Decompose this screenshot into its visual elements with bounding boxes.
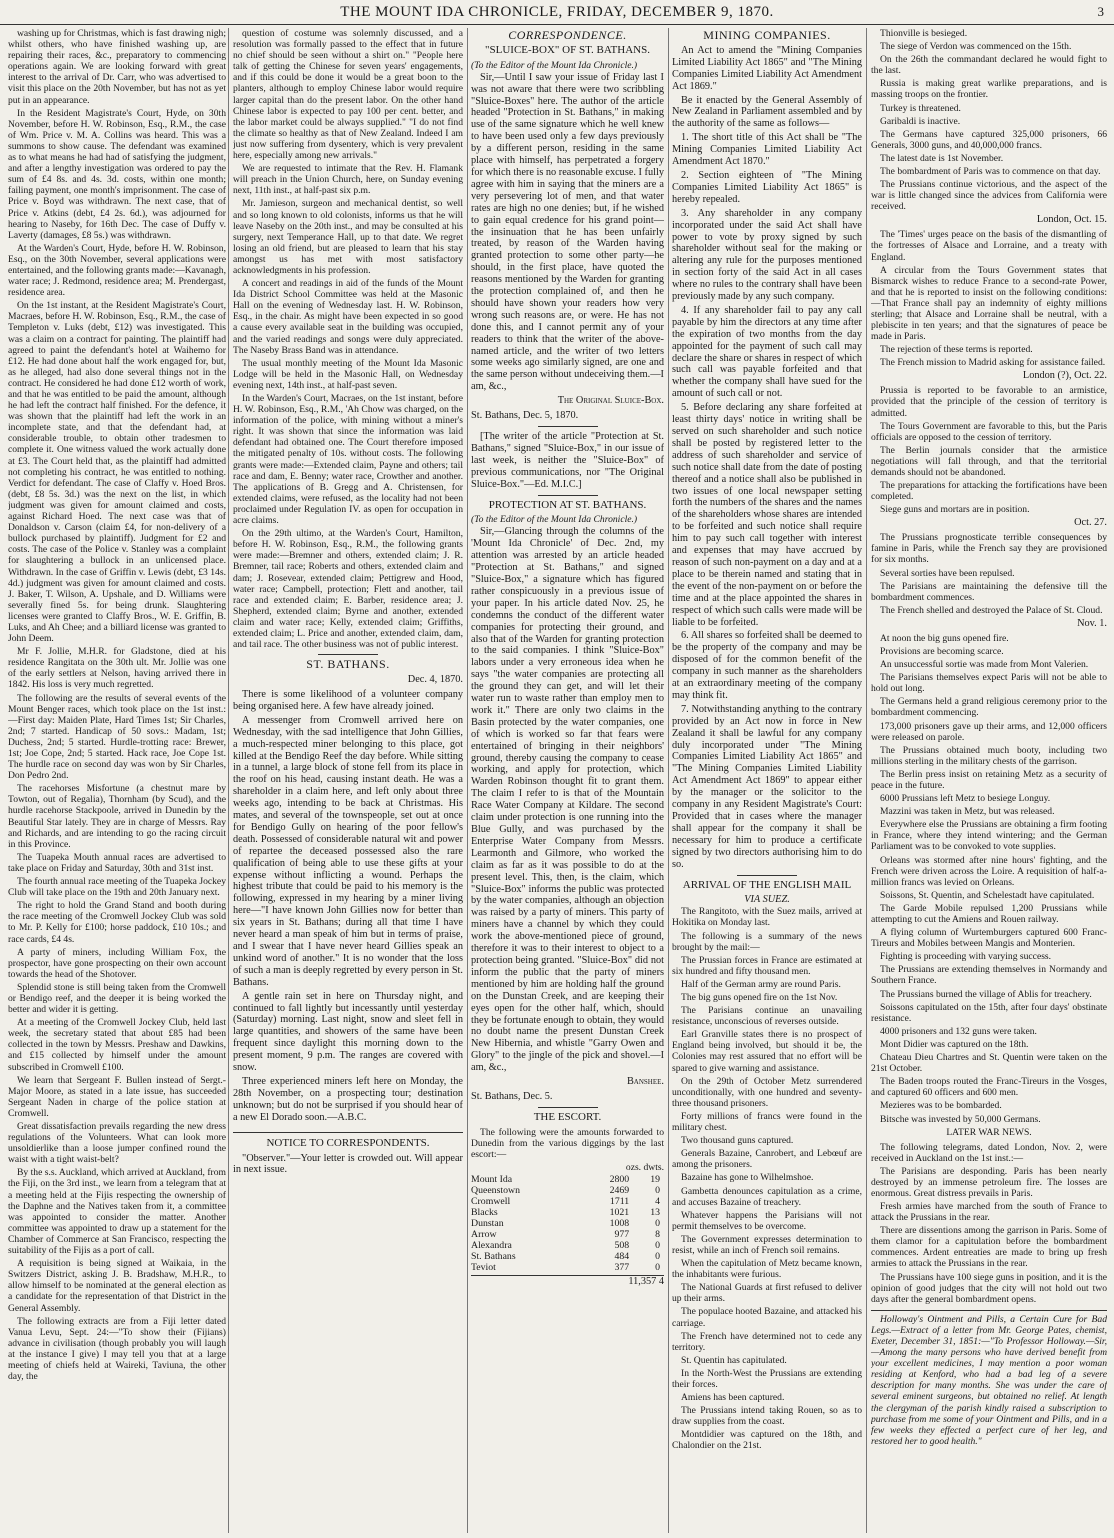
news-item: St. Quentin has capitulated.	[681, 1354, 787, 1366]
section-divider	[538, 1107, 598, 1108]
news-item: The Prussians intend taking Rouen, so as to draw supplies from the coast.	[672, 1405, 862, 1428]
escort-place: Cromwell	[471, 1195, 511, 1207]
column-4	[672, 28, 862, 1533]
news-item: Generals Bazaine, Canrobert, and Lebœuf are among the prisoners.	[672, 1148, 862, 1171]
news-paragraph: In the Resident Magistrate's Court, Hyde, on 30th November, before H. W. Robinson, Esq., R.M., the case of Wm. Price v. M. A. Collins was heard. This was a summons to show cause. The defendant was examined as to what means he had had of satisfying the judgment, and after a lengthy investigation was ordered to pay the sum of £4 8s. and 4s. 3d. costs, within one month; failing payment, one month's imprisonment. The case of Price v. Boyd was withdrawn. The next case, that of Price v. Atkins (debt, £4 2s. 6d.), was adjourned for hearing to Naseby, for 16th Dec. The case of Duffy v. Laverty (damages, £8 5s.) was withdrawn.	[8, 107, 226, 241]
news-item: The French shelled and destroyed the Palace of St. Cloud.	[880, 604, 1103, 616]
news-item: The Parisians are desponding. Paris has been nearly destroyed by an immense petroleum fire. The losses are enormous. Great distress prevails in Paris.	[871, 1165, 1107, 1199]
news-item: The Prussians are extending themselves in Normandy and Southern France.	[871, 964, 1107, 987]
notice-text: "Observer."—Your letter is crowded out. Will appear in next issue.	[233, 1152, 463, 1176]
escort-row	[471, 1240, 664, 1251]
escort-dwts: 0	[655, 1261, 660, 1273]
news-item: When the capitulation of Metz became known, the inhabitants were furious.	[672, 1258, 862, 1281]
escort-place: Mount Ida	[471, 1173, 513, 1185]
news-paragraph: A requisition is being signed at Waikaia, in the Switzers District, asking J. B. Bradshaw, M.H.R., to allow himself to be nominated at the general election as a candidate for the representation of that District in the General Assembly.	[8, 1258, 226, 1314]
war-news-list	[871, 28, 1107, 212]
news-item: Two thousand guns captured.	[681, 1135, 794, 1147]
news-item: Half of the German army are round Paris.	[681, 978, 841, 990]
news-item: Bitsche was invested by 50,000 Germans.	[880, 1113, 1041, 1125]
notice-box	[233, 1132, 463, 1177]
escort-row	[471, 1196, 664, 1207]
escort-dwts: 0	[655, 1239, 660, 1251]
mail-news-list	[672, 906, 862, 1451]
letter-heading: PROTECTION AT ST. BATHANS.	[488, 498, 647, 511]
escort-place: Queenstown	[471, 1184, 520, 1196]
news-item: The French mission to Madrid asking for assistance failed.	[880, 357, 1106, 369]
news-item: The siege of Verdon was commenced on the 15th.	[880, 41, 1072, 53]
escort-place: Arrow	[471, 1228, 497, 1240]
war-news-list	[871, 229, 1107, 368]
escort-row	[471, 1207, 664, 1218]
news-paragraph: A party of miners, including William Fox, the prospector, have gone prospecting on their own account towards the head of the Shotover.	[8, 946, 226, 980]
news-item: The Berlin journals consider that the armistice negotiations will fall through, and that the territorial demands should not be abandoned.	[871, 444, 1107, 478]
news-paragraph: Mr. Jamieson, surgeon and mechanical dentist, so well and so long known to old colonists, informs us that he will leave Naseby on the 20th inst., and may be consulted at his surgery, next Temperance Hall, up to that date. We regret losing an old friend, but are pleased to learn that his stay amongst us has met with most satisfactory acknowledgments in his profession.	[233, 198, 463, 276]
escort-row	[471, 1262, 664, 1273]
news-paragraph: Splendid stone is still being taken from the Cromwell or Bendigo reef, and the deeper it is being worked the better and wider it is getting.	[8, 981, 226, 1016]
escort-row	[471, 1185, 664, 1196]
news-item: Siege guns and mortars are in position.	[880, 504, 1030, 516]
escort-ozs: 1008	[609, 1217, 630, 1229]
letter-signature: The Original Sluice-Box.	[557, 395, 664, 407]
act-section: 4. If any shareholder fail to pay any call payable by him the directors at any time after the expiration of two months from the day appointed for the payment of such call may declare the share or shares in respect of which such call was payable forfeited and that whether the company shall have sued for the amount of such call or not.	[672, 304, 862, 400]
dateline: Oct. 27.	[1074, 517, 1107, 529]
escort-intro: The following were the amounts forwarded to Dunedin from the various diggings by the last escort:—	[471, 1126, 664, 1160]
news-item: The Prussians have 100 siege guns in position, and it is the opinion of good judges that the city will not hold out two days after the general bombardment opens.	[871, 1271, 1107, 1305]
news-item: Amiens has been captured.	[681, 1392, 785, 1404]
advertisement	[871, 1310, 1107, 1447]
escort-place: Alexandra	[471, 1239, 512, 1251]
news-paragraph: The following telegrams, dated London, Nov. 2, were received in Auckland on the 1st inst.:—	[871, 1141, 1107, 1164]
news-item: The Parisians themselves expect Paris will not be able to hold out long.	[871, 672, 1107, 695]
correspondence-heading: CORRESPONDENCE.	[508, 28, 627, 42]
news-item: The bombardment of Paris was to commence on that day.	[880, 166, 1101, 178]
column-rule	[866, 28, 867, 1533]
escort-place: Teviot	[471, 1261, 496, 1273]
letter-heading: "SLUICE-BOX" OF ST. BATHANS.	[485, 43, 650, 56]
column-5	[871, 28, 1107, 1533]
column-rule	[467, 28, 468, 1533]
escort-ozs: 2469	[609, 1184, 630, 1196]
escort-units: ozs. dwts.	[625, 1162, 664, 1174]
letter-address: (To the Editor of the Mount Ida Chronicle.)	[471, 514, 638, 526]
news-item: Orleans was stormed after nine hours' fighting, and the French were driven across the Loire. A requisition of half-a-million francs was levied on Orleans.	[871, 854, 1107, 888]
masthead-title: THE MOUNT IDA CHRONICLE, FRIDAY, DECEMBER 9, 1870.	[340, 4, 774, 20]
column-2	[233, 28, 463, 1533]
news-item: Earl Granville states there is no prospect of England being involved, but should it be, the Colonies may rest assured that no effort will be spared to give warning and assistance.	[672, 1029, 862, 1074]
news-item: Fresh armies have marched from the south of France to attack the Prussians in the rear.	[871, 1200, 1107, 1224]
news-item: The 'Times' urges peace on the basis of the dismantling of the fortresses of Alsace and Lorraine, and a treaty with England.	[871, 229, 1107, 263]
news-paragraph: In the Warden's Court, Macraes, on the 1st instant, before H. W. Robinson, Esq., R.M., 'Ah Chow was charged, on the information of the police, with mining without a miner's right. It was shown that since the information was laid defendant had obtained one. The Court therefore imposed the mitigated penalty of 10s. without costs. The following grants were made:—Extended claim, Payne and others; tail race and dam, E. Benny; water race, Crowther and another. The applications of B. Gregg and A. Christensen, for extended claims, were refused, as the locality had not been proclaimed under Regulation IV. as open for occupation in acre claims.	[233, 393, 463, 527]
news-item: Fighting is proceeding with varying success.	[880, 951, 1052, 963]
escort-row	[471, 1218, 664, 1229]
escort-ozs: 977	[614, 1228, 630, 1240]
news-paragraph: The racehorses Misfortune (a chestnut mare by Towton, out of Regalia), Thornham (by Scud), and the hurdle racehorse Stackpoole, arrived in Dunedin by the Beautiful Star lately. They are in charge of Messrs. Ray and Richards, and are intending to go the racing circuit in this Province.	[8, 783, 226, 850]
column-1	[8, 28, 226, 1533]
news-paragraph: The right to hold the Grand Stand and booth during the race meeting of the Cromwell Jockey Club was sold to Mr. P. Kelly for £100; horse paddock, £10 10s.; and race cards, £4 4s.	[8, 900, 226, 945]
news-item: The Prussian forces in France are estimated at six hundred and fifty thousand men.	[672, 954, 862, 977]
news-item: Everywhere else the Prussians are obtaining a firm footing in France, where they intend wintering; and the German Parliament was to be convoked to vote supplies.	[871, 819, 1107, 853]
escort-dwts: 8	[655, 1228, 660, 1240]
escort-ozs: 2800	[609, 1173, 630, 1185]
act-preamble: An Act to amend the "Mining Companies Limited Liability Act 1865" and "The Mining Companies Limited Liability Act Amendment Act 1869."	[672, 44, 862, 92]
news-item: Mazzini was taken in Metz, but was released.	[880, 806, 1055, 818]
news-item: Gambetta denounces capitulation as a crime, and accuses Bazaine of treachery.	[672, 1185, 862, 1208]
news-paragraph: A gentle rain set in here on Thursday night, and continued to fall lightly but incessantly until yesterday (Saturday) morning. Last night, snow and sleet fell in large quantities, and showers of the same have been frequent since daylight this morning down to the present moment, 9 p.m. The ranges are covered with snow.	[233, 990, 463, 1074]
escort-section	[471, 1112, 664, 1288]
news-item: Montdidier was captured on the 18th, and Chalondier on the 21st.	[672, 1429, 862, 1452]
news-item: The Prussians burned the village of Ablis for treachery.	[880, 988, 1092, 1000]
dateline: London (?), Oct. 22.	[1022, 370, 1107, 382]
news-item: On the 29th of October Metz surrendered unconditionally, with one hundred and seventy-three thousand prisoners.	[672, 1075, 862, 1109]
news-item: A flying column of Wurtemburgers captured 600 Franc-Tireurs and Mobiles between Mangis and Monterien.	[871, 927, 1107, 950]
news-item: The preparations for attacking the fortifications have been completed.	[871, 480, 1107, 503]
news-item: The French have determined not to cede any territory.	[672, 1330, 862, 1353]
escort-ozs: 377	[614, 1261, 630, 1273]
escort-place: Dunstan	[471, 1217, 504, 1229]
news-paragraph: On the 29th ultimo, at the Warden's Court, Hamilton, before H. W. Robinson, Esq., R.M., the following grants were made:—Bremner and others, extended claim; J. R. Bremner, tail race; Roberts and others, extended claim and dam; J. Rosevear, extended claim; Pettigrew and Hood, water race; Campbell, protection; Flett and another, tail race and extended claim; E. Barber, residence area; J. Shepherd, extended claim; Byrne and another, extended claim and water race; Kelly, extended claim; Griffiths, extended claim; L. Price and another, extended claim, dam, and tail race. The other business was not of public interest.	[233, 528, 463, 651]
news-item: Mezieres was to be bombarded.	[880, 1100, 1002, 1112]
news-item: Mont Didier was captured on the 18th.	[880, 1038, 1029, 1050]
news-paragraph: At the Warden's Court, Hyde, before H. W. Robinson, Esq., on the 30th November, several applications were entertained, and the following grants made:—Kavanagh, water race; J. Redmond, residence area; M. Prendergast, residence area.	[8, 242, 226, 299]
news-item: Russia is making great warlike preparations, and is massing troops on the frontier.	[871, 78, 1107, 101]
act-section: 3. Any shareholder in any company incorporated under the said Act shall have power to vote by proxy signed by such shareholder without seal for the making or altering any rule for the purposes mentioned in section forty of the said Act in all cases where no rules to the contrary shall have been previously made by any such company.	[672, 207, 862, 303]
escort-heading: THE ESCORT.	[533, 1110, 602, 1123]
news-item: The Germans have captured 325,000 prisoners, 66 Generals, 3000 guns, and 40,000,000 francs.	[871, 128, 1107, 151]
act-section: 5. Before declaring any share forfeited at least thirty days' notice in writing shall be served on such shareholder and such notice shall be posted by registered letter to the address of such shareholder and service of such notice shall date from the date of posting thereof and a notice shall also be published in two issues of one local newspaper setting forth the numbers of the shares and the names of the shareholders whose shares are intended to be forfeited and such notice shall require him to pay such call together with interest and expenses that may have accrued by reason of such non-payment on a day and at a place to be therein named and stating that in the event of the non-payment on or before the time and at the place appointed the shares in respect of which such calls were made will be liable to be forfeited.	[672, 402, 862, 628]
news-item: On the 26th the commandant declared he would fight to the last.	[871, 54, 1107, 77]
mail-subheading: VIA SUEZ.	[744, 894, 790, 906]
news-item: The Prussians continue victorious, and the aspect of the war is little changed since the advices from California were received.	[871, 179, 1107, 213]
news-item: The Baden troops routed the Franc-Tireurs in the Vosges, and captured 60 officers and 600 men.	[871, 1076, 1107, 1099]
news-item: The Prussians obtained much booty, including two millions sterling in the military chests of the garrison.	[871, 744, 1107, 767]
letter-address: (To the Editor of the Mount Ida Chronicle.)	[471, 59, 638, 71]
escort-dwts: 4	[655, 1195, 660, 1207]
news-item: 6000 Prussians left Metz to besiege Longuy.	[880, 793, 1051, 805]
news-paragraph: question of costume was solemnly discussed, and a resolution was formally passed to the effect that in future no chief should be seen without a shirt on." "People here talk of getting the Chinese for seven years' engagements, and if this could be done it would be a great boon to the planters, although to employ Chinese labor would require larger capital than do the present labor. On the other hand Chinese labor is expected to pay 100 per cent. better, and the labor market could be always supplied." "I do not find the climate so healthy as that of New Zealand. Indeed I am just now suffering from dysentery, which is very prevalent here, especially among new arrivals."	[233, 28, 463, 162]
news-paragraph: On the 1st instant, at the Resident Magistrate's Court, Macraes, before H. W. Robinson, Esq., R.M., the case of Templeton v. Luks (debt, £12) was investigated. This was a claim on a contract for painting. The plaintiff had agreed to paint the defendant's hotel at Waihemo for £12. He had done about half the work engaged for, but, as he alleged, had also done several things not in the contract. He considered he had done £12 worth of work, and that he was entitled to be paid the amount, although he had left the contract half finished. For the defence, it was shown that the plaintiff had left the work in an incomplete state, and that the defendant had, at considerable trouble, to obtain other tradesmen to complete it. One witness valued the work actually done at £3. The Court held that, as the plaintiff had admitted not completing his contract, he was entitled to nothing. Verdict for defendant. The case of Claffy v. Hoed Bros. (debt, £8 5s. 3d.) was the next on the list, in which judgment was given for amount claimed and costs, against Richard Hoed. The next case was that of Donaldson v. Carson (claim £4, for non-delivery of a bullock purchased by plaintiff). Judgment for £2 and costs. The case of the Police v. Stanley was a complaint for slaughtering a bullock in an unlicensed place. Withdrawn. In the case of Griffin v. Lewis (debt, £3 14s. 4d.) judgment was given for amount claimed and costs. J. Baker, T. Wilson, A. Upshale, and D. Williams were severally fined 5s. for being drunk. Slaughtering licenses were granted to Claffy Bros., W. E. Griffin, B. Luks, and Ah Chee; and a billiard license was granted to John Deem.	[8, 300, 226, 645]
news-paragraph: Three experienced miners left here on Monday, the 28th November, on a prospecting tour; destination unknown; but do not be surprised if you should hear of a new El Dorado soon.—A.B.C.	[233, 1075, 463, 1123]
news-item: Several sorties have been repulsed.	[880, 567, 1015, 579]
news-paragraph: The following extracts are from a Fiji letter dated Vanua Levu, Sept. 24:—"To show their (Fijians) advance in civilisation (though probably you will laugh at the instance I give) I may tell you that at a large meeting of chiefs held at Waireki, Taviuna, the other day, the	[8, 1315, 226, 1383]
news-item: The Rangitoto, with the Suez mails, arrived at Hokitika on Monday last.	[672, 906, 862, 929]
letter-place: St. Bathans, Dec. 5.	[471, 1090, 553, 1102]
dateline: London, Oct. 15.	[1036, 214, 1107, 226]
escort-ozs: 1021	[609, 1206, 630, 1218]
news-paragraph: A concert and readings in aid of the funds of the Mount Ida District School Committee was held at the Masonic Hall on the evening of Wednesday last. H. W. Robinson, Esq., in the chair. As might have been expected in so good a cause every available seat in the building was occupied, and the varied readings and songs were duly appreciated. The Naseby Brass Band was in attendance.	[233, 278, 463, 356]
escort-row	[471, 1229, 664, 1240]
news-item: The Germans held a grand religious ceremony prior to the bombardment commencing.	[871, 696, 1107, 719]
escort-place: St. Bathans	[471, 1250, 516, 1262]
news-item: Prussia is reported to be favorable to an armistice, provided that the principle of the cession of territory is admitted.	[871, 385, 1107, 419]
escort-row	[471, 1174, 664, 1185]
news-paragraph: There is some likelihood of a volunteer company being organised here. A few have already joined.	[233, 688, 463, 712]
act-section: 6. All shares so forfeited shall be deemed to be the property of the company and may be disposed of for the common benefit of the company in such manner as the shareholders at an extraordinary meeting of the company may think fit.	[672, 630, 862, 701]
escort-dwts: 0	[655, 1184, 660, 1196]
war-news-list	[871, 633, 1107, 1125]
news-paragraph: By the s.s. Auckland, which arrived at Auckland, from the Fiji, on the 3rd inst., we learn from a telegram that at a meeting held at the Fijis respecting the ownership of the Daphne and the Natives taken from it, a committee was appointed to consider the matter. Another committee was appointed to draw up a statement for the Chamber of Commerce at San Francisco, respecting the suitability of the Fijis as a port of call.	[8, 1167, 226, 1257]
escort-row	[471, 1251, 664, 1262]
section-divider	[737, 875, 797, 876]
escort-dwts: 0	[655, 1217, 660, 1229]
escort-ozs: 1711	[609, 1195, 630, 1207]
dateline: Dec. 4, 1870.	[407, 674, 463, 686]
news-item: Whatever happens the Parisians will not permit themselves to be overcome.	[672, 1209, 862, 1232]
notice-heading: NOTICE TO CORRESPONDENTS.	[266, 1136, 430, 1149]
column-3	[471, 28, 664, 1533]
news-item: The Prussians prognosticate terrible consequences by famine in Paris, while the French say they are provisioned for six months.	[871, 532, 1107, 566]
column-rule	[668, 28, 669, 1533]
news-item: Garibaldi is inactive.	[880, 115, 961, 127]
page-number: 3	[1097, 4, 1104, 19]
news-paragraph: At a meeting of the Cromwell Jockey Club, held last week, the secretary stated that about £85 had been collected in the town by Messrs. Preshaw and Dawkins, and £15 collected by himself under the amount subscribed in Cromwell £100.	[8, 1017, 226, 1073]
escort-ozs: 508	[614, 1239, 630, 1251]
holloway-advertisement: Holloway's Ointment and Pills, a Certain Cure for Bad Legs.—Extract of a letter from Mr. George Pates, chemist, Exeter, December 31, 1851:—"To Professor Holloway.—Sir,—Among the many persons who have derived benefit from your excellent medicines, I may mention a poor woman residing at Kenford, who had a bad leg of a severe description for many months. She was under the care of several eminent surgeons, but obtained no relief. At length the clergyman of the parish kindly raised a subscription to purchase from me some of your Ointment and Pills, and in a few weeks they effected a perfect cure of her leg, and restored her to good health."	[871, 1313, 1107, 1447]
news-item: The big guns opened fire on the 1st Nov.	[681, 992, 838, 1003]
news-item: Turkey is threatened.	[880, 102, 961, 114]
news-paragraph: washing up for Christmas, which is fast drawing nigh; whilst others, who have finished washing up, are repairing their races, &c., preparatory to commencing operations again. We are looking forward with great interest to the arrival of Dr. Carr, who was advertised to visit this place on the 20th November, but has not as yet put in an appearance.	[8, 28, 226, 106]
st-bathans-heading: ST. BATHANS.	[306, 657, 390, 672]
act-enactment: Be it enacted by the General Assembly of New Zealand in Parliament assembled and by the authority of the same as follows—	[672, 94, 862, 130]
war-news-list	[871, 532, 1107, 616]
news-item: Forty millions of francs were found in the military chest.	[672, 1110, 862, 1134]
news-paragraph: We learn that Sergeant F. Bullen instead of Sergt.-Major Moore, as stated in a late issue, has succeeded Sergeant Naden in charge of the police station at Cromwell.	[8, 1074, 226, 1119]
news-item: An unsuccessful sortie was made from Mont Valerien.	[880, 659, 1089, 671]
news-item: Provisions are becoming scarce.	[880, 645, 1004, 657]
news-item: At noon the big guns opened fire.	[880, 632, 1009, 644]
news-item: Thionville is besieged.	[880, 28, 968, 39]
news-item: Soissons, St. Quentin, and Schelestadt have capitulated.	[880, 889, 1095, 901]
news-item: The Tours Government are favorable to this, but the Paris officials are opposed to the cession of territory.	[871, 420, 1107, 443]
later-war-news-heading: LATER WAR NEWS.	[946, 1126, 1032, 1138]
news-item: 4000 prisoners and 132 guns were taken.	[880, 1025, 1037, 1037]
letter-place: St. Bathans, Dec. 5, 1870.	[471, 410, 579, 422]
escort-dwts: 13	[650, 1206, 660, 1218]
news-item: Soissons capitulated on the 15th, after four days' obstinate resistance.	[871, 1001, 1107, 1024]
editor-note: [The writer of the article "Protection at St. Bathans," signed "Sluice-Box," in our issue of last week, is neither the "Sluice-Box" of previous communications, nor "The Original Sluice-Box."—Ed. M.I.C.]	[471, 431, 664, 490]
section-divider	[538, 495, 598, 496]
news-item: The following is a summary of the news brought by the mail:—	[672, 930, 862, 953]
news-item: In the North-West the Prussians are extending their forces.	[672, 1367, 862, 1390]
news-paragraph: The following are the results of several events of the Mount Benger races, which took place on the 1st inst.:—First day: Maiden Plate, Hard Times 1st; Sir Charles, 2nd; 7 started. Handicap of 50 sovs.: Madam, 1st; Duchess, 2nd; 5 started. Hurdle-trotting race: Brewer, 1st; Joe Cope, 2nd; 5 started. Hack race, Joe Cope 1st. The hurdle race on second day was won by Sir Charles, Don Pedro 2nd.	[8, 692, 226, 782]
section-divider	[318, 654, 378, 655]
act-section: 7. Notwithstanding anything to the contrary provided by an Act now in force in New Zealand it shall be lawful for any company duly incorporated under "The Mining Companies Limited Liability Act 1865" and "The Mining Companies Limited Liability Act Amendment Act 1869" to appear either by the manager or the solicitor to the company in any Resident Magistrate's Court: Provided that in cases where the manager shall appear for the company it shall be necessary for him to produce a certificate signed by two directors authorising him to do so.	[672, 703, 862, 870]
news-paragraph: Great dissatisfaction prevails regarding the new dress regulations of the Volunteers. What can look more unsoldierlike than a loose jumper confined round the waist with a tight waist-belt?	[8, 1121, 226, 1166]
masthead	[0, 0, 1114, 25]
news-paragraph: We are requested to intimate that the Rev. H. Flamank will preach in the Union Church, here, on Sunday evening next, 11th inst., at half-past six p.m.	[233, 163, 463, 197]
letter-body: Sir,—Until I saw your issue of Friday last I was not aware that there were two scribbling "Sluice-Boxes" here. The author of the article headed "Protection in St. Bathans," in making use of the same signature which he well knew to have been used only a few days previously by a different person, residing in the same place with himself, has perpetrated a forgery for which there is no reasonable excuse. I fully agree with him in saying that the miners are a very persevering lot of men, and that water rates are high no one denies; but, if he wished to gain equal credence for his grand point—the insinuation that he has been unfairly treated, by reason of the Warden having granted protection to some other party—he should, in the first place, have quoted the reasons mentioned by the Warden for granting the protection complained of, and then he should have shown your readers how very wrong such reasons are, or were. He has not done this, and I cannot permit any of your readers to think that the writer of the above-named article, and the writer of two letters some weeks ago similarly signed, are one and the same person without undeceiving them.—I am, &c.,	[471, 71, 664, 393]
act-section: 1. The short title of this Act shall be "The Mining Companies Limited Liability Act Amendment Act 1870."	[672, 132, 862, 168]
war-news-list	[871, 1166, 1107, 1305]
news-item: The populace hooted Bazaine, and attacked his carriage.	[672, 1306, 862, 1329]
column-rule	[228, 28, 229, 1533]
letter-signature: Banshee.	[626, 1076, 664, 1088]
escort-place: Blacks	[471, 1206, 498, 1218]
news-paragraph: The usual monthly meeting of the Mount Ida Masonic Lodge will be held in the Masonic Hall, on Wednesday evening next, 14th inst., at half-past seven.	[233, 357, 463, 391]
news-item: 173,000 prisoners gave up their arms, and 12,000 officers were released on parole.	[871, 720, 1107, 743]
news-paragraph: A messenger from Cromwell arrived here on Wednesday, with the sad intelligence that John Gillies, a much-respected miner belonging to this place, got killed at the Bendigo Reef the day before. While sitting in a tunnel, a large block of stone fell from its place in the roof on his head, causing instant death. He was a shareholder in a claim here, and left only about three weeks ago, intending to be back at Christmas. His mates, and several of the townspeople, set out at once for Bendigo Gully on hearing of the poor fellow's death. Possessed of considerable natural wit and power of repartee the deceased possessed also the rare qualification of being able to use these gifts at your expense without inflicting a wound. Perhaps the highest tribute that could be paid to his memory is the following, expressed in my hearing by a miner living here—"I have known John Gillies now for better than six years in St. Bathans; during all that time I have never heard a man speak of him but in terms of praise, and I swear that I have never heard Gillies speak an unkind word of another." It is no wonder that the loss of such a man is deeply regretted by every person in St. Bathans.	[233, 714, 463, 988]
news-item: The National Guards at first refused to deliver up their arms.	[672, 1282, 862, 1305]
escort-total: 11,357 4	[471, 1275, 664, 1288]
dateline: Nov. 1.	[1077, 617, 1107, 629]
news-item: The Government expresses determination to resist, while an inch of French soil remains.	[672, 1233, 862, 1256]
escort-table	[471, 1174, 664, 1273]
mining-companies-heading: MINING COMPANIES.	[703, 28, 831, 42]
mail-heading: ARRIVAL OF THE ENGLISH MAIL	[682, 878, 852, 891]
news-item: Chateau Dieu Chartres and St. Quentin were taken on the 21st October.	[871, 1052, 1107, 1075]
news-item: The Parisians continue an unavailing resistance, unconscious of reverses outside.	[672, 1005, 862, 1028]
news-item: A circular from the Tours Government states that Bismarck wishes to reduce France to a second-rate Power, and that he is reported to insist on the following conditions:—That France shall pay an indemnity of eighty millions sterling; that Alsace and Lorraine shall be neutral, with a plebiscite in ten years; and that the signatures of peace be made in Paris.	[871, 264, 1107, 343]
act-section: 2. Section eighteen of "The Mining Companies Limited Liability Act 1865" is hereby repealed.	[672, 169, 862, 205]
war-news-list	[871, 385, 1107, 515]
news-item: Bazaine has gone to Wilhelmshoe.	[681, 1172, 814, 1184]
escort-dwts: 0	[655, 1250, 660, 1262]
news-paragraph: Mr F. Jollie, M.H.R. for Gladstone, died at his residence Rangitata on the 30th ult. Mr. Jollie was one of the early settlers at Nelson, having arrived there in 1842. His loss is very much regretted.	[8, 646, 226, 691]
news-item: The Berlin press insist on retaining Metz as a security of peace in the future.	[871, 768, 1107, 791]
news-item: The rejection of these terms is reported.	[880, 344, 1033, 356]
news-paragraph: The Tuapeka Mouth annual races are advertised to take place on Friday and Saturday, 30th and 31st inst.	[8, 851, 226, 874]
news-item: There are dissentions among the garrison in Paris. Some of them clamor for a capitulation before the bombardment commences. Ardent entreaties are made to bring up fresh armies to attack the Prussians in the rear.	[871, 1225, 1107, 1270]
news-item: The Garde Mobile repulsed 1,200 Prussians while attempting to cut the Amiens and Rouen railway.	[871, 902, 1107, 925]
news-paragraph: The fourth annual race meeting of the Tuapeka Jockey Club will take place on the 19th and 20th January next.	[8, 876, 226, 899]
letter-body: Sir,—Glancing through the columns of the 'Mount Ida Chronicle' of Dec. 2nd, my attention was arrested by an article headed "Protection at St. Bathans," and signed "Sluice-Box," a signature which has figured rather conspicuously in a previous issue of your paper. In his article dated Nov. 25, he condemns the conduct of the different water companies for protecting their ground, and also that of the Warden for granting protection to the said companies. I think "Sluice-Box" labors under a very erroneous idea when he says "the water companies are protecting all the ground they can get, and will let their water run to waste rather than employ men to work it." There are only two claims in the Basin protected by the water companies, one of which is worked so far that fears were entertained of bringing in their neighbors' ground, thereby causing the company to cease working, and apply for protection, which Warden Robinson thought fit to grant them. The claim I refer to is that of the Mountain Race Water Company at Kildare. The second claim under protection is one running into the Blue Gully, and was purchased by the Enterprise Water Company from Messrs. Learmonth and Gilmore, who worked the claim as far as it was possible to do at the present level. This, then, is the claim, which "Sluice-Box" informs the public was protected by the water companies, although an objection was raised by a party of miners. This party of miners have a channel by which they could work the above-mentioned piece of ground, therefore it was to their interest to object to a protection being granted. "Sluice-Box" did not inform the public that the party of miners mentioned by him are holding half the ground on the Dunstan Creek, and are keeping their eyes open for the other half, which, should they be fortunate enough to obtain, they would no doubt name the present Dunstan Creek New Hibernia, and whistle "Garry Owen and Glory" to the jingle of the pick and shovel.—I am, &c.,	[471, 526, 664, 1074]
escort-ozs: 484	[614, 1250, 630, 1262]
escort-dwts: 19	[650, 1173, 660, 1185]
news-item: The latest date is 1st November.	[880, 152, 1004, 164]
news-item: The Parisians are maintaining the defensive till the bombardment commences.	[871, 580, 1107, 603]
section-divider	[538, 426, 598, 427]
